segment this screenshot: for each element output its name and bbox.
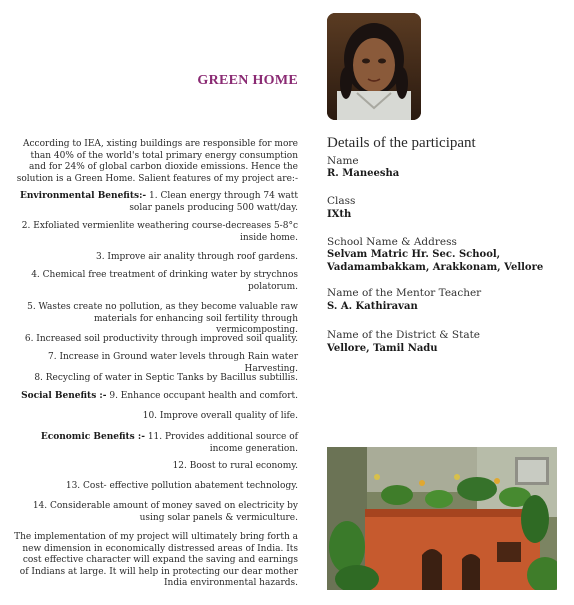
green-home-model-photo: [327, 447, 557, 590]
economic-benefit-11: [12, 432, 298, 455]
environmental-benefit-1: [12, 191, 298, 214]
social-benefits-label: Social Benefits :-: [21, 391, 107, 401]
details-heading: Details of the participant: [327, 135, 476, 151]
name-value: R. Maneesha: [327, 168, 400, 179]
benefit-item-3: 3. Improve air anality through roof gardens.: [95, 252, 298, 262]
school-label: School Name & Address: [327, 236, 457, 248]
mentor-value: S. A. Kathiravan: [327, 301, 418, 312]
benefit-item-12: 12. Boost to rural economy.: [172, 461, 298, 471]
benefit-item-5: 5. Wastes create no pollution, as they become valuable raw materials for enhancing soil fertility through vermicomposting.: [27, 302, 298, 335]
social-benefit-9: [12, 391, 298, 403]
intro-paragraph: According to IEA, xisting buildings are responsible for more than 40% of the world's total primary energy consumption and for 24% of global carbon dioxide emissions. Hence the solution is a Green Home. Salient features of my project are:-: [16, 139, 298, 184]
name-label: Name: [327, 155, 359, 167]
environmental-benefits-label: Environmental Benefits:-: [20, 191, 147, 201]
benefit-item: 1. Clean energy through 74 watt solar panels producing 500 watt/day.: [129, 191, 298, 213]
benefit-item-10: 10. Improve overall quality of life.: [142, 411, 298, 421]
school-address: Vadamambakkam, Arakkonam, Vellore: [327, 262, 544, 273]
benefit-item-6: 6. Increased soil productivity through improved soil quality.: [24, 334, 298, 344]
benefit-item-7: 7. Increase in Ground water levels through Rain water Harvesting.: [48, 352, 298, 374]
economic-benefits-label: Economic Benefits :-: [40, 432, 145, 442]
benefit-item: 9. Enhance occupant health and comfort.: [109, 391, 298, 401]
benefit-item-4: 4. Chemical free treatment of drinking water by strychnos polatorum.: [31, 270, 298, 292]
class-label: Class: [327, 195, 356, 207]
school-name: Selvam Matric Hr. Sec. School,: [327, 249, 501, 260]
green-home-illustration: [327, 447, 557, 590]
benefit-item-8: 8. Recycling of water in Septic Tanks by Bacillus subtillis.: [34, 373, 298, 383]
district-label: Name of the District & State: [327, 329, 481, 341]
project-title: GREEN HOME: [197, 73, 298, 88]
benefit-item-13: 13. Cost- effective pollution abatement technology.: [65, 481, 298, 491]
benefit-item: 11. Provides additional source of income generation.: [147, 432, 298, 454]
participant-photo: [327, 13, 421, 120]
benefit-item-14: 14. Considerable amount of money saved on electricity by using solar panels & vermiculture.: [32, 501, 298, 523]
participant-portrait-illustration: [327, 13, 421, 120]
conclusion-paragraph: The implementation of my project will ultimately bring forth a new dimension in economically distressed areas of India. Its cost effective character will expand the saving and earnings of Indians at large. It will help in protecting our dear mother India environmental hazards.: [14, 532, 298, 588]
class-value: IXth: [327, 209, 352, 220]
district-value: Vellore, Tamil Nadu: [327, 343, 438, 354]
mentor-label: Name of the Mentor Teacher: [327, 287, 482, 299]
benefit-item-2: 2. Exfoliated vermienlite weathering course-decreases 5-8°c inside home.: [21, 221, 298, 243]
